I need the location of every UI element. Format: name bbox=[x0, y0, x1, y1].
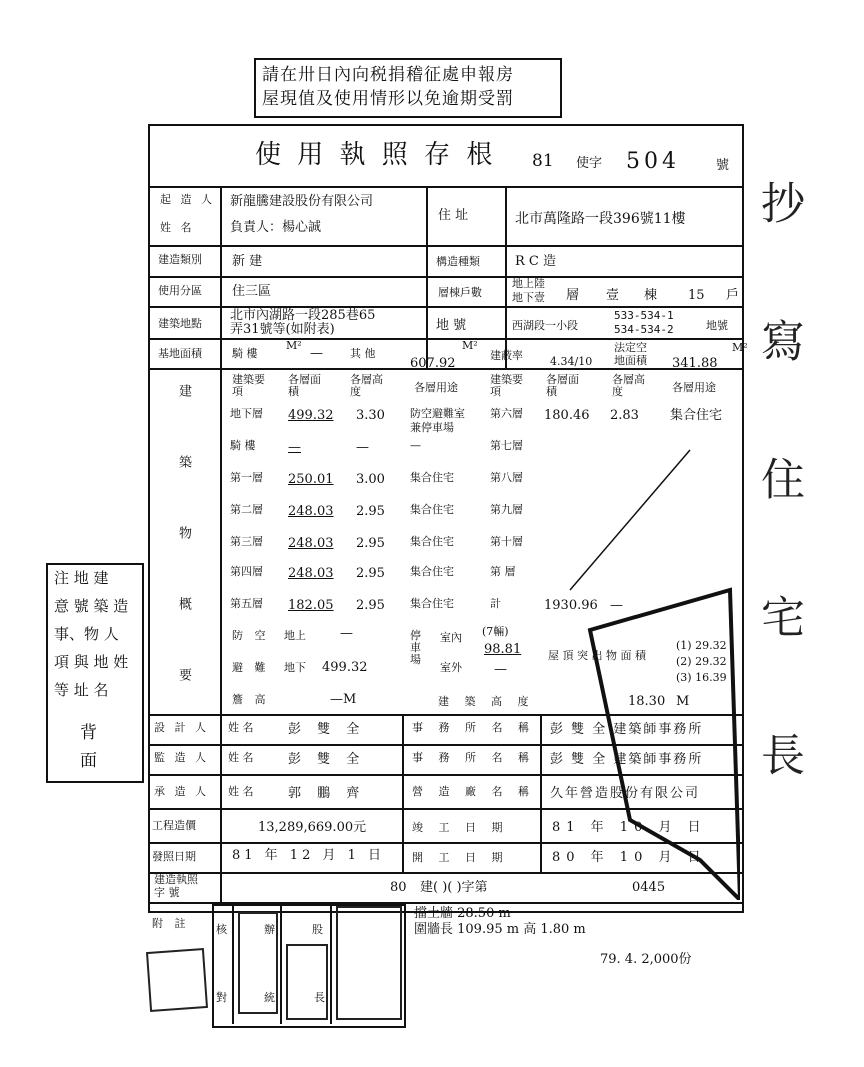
other-area-unit: M² bbox=[462, 339, 478, 352]
col-head-item-left: 建築要項 bbox=[232, 373, 265, 398]
floor-right-name: 計 bbox=[490, 597, 501, 610]
person-role: 承 造 人 bbox=[154, 785, 209, 798]
shelter-label-2: 避 難 bbox=[232, 661, 270, 674]
side-note-line-4: 項 與 地 姓 bbox=[54, 653, 129, 671]
floor-left-height: 3.30 bbox=[356, 408, 385, 423]
person-org: 久年營造股份有限公司 bbox=[550, 786, 701, 801]
retaining-wall-note: 擋土牆 28.50 m bbox=[414, 906, 511, 921]
lot-label: 地 號 bbox=[436, 318, 467, 333]
lot-suffix: 地號 bbox=[706, 319, 728, 332]
floor-left-height: — bbox=[356, 440, 369, 455]
permit-year: 81 bbox=[532, 151, 554, 171]
person-role: 監 造 人 bbox=[154, 751, 209, 764]
lot-number-2: 534-534-2 bbox=[614, 323, 674, 336]
owner-rep: 負責人：楊心誠 bbox=[230, 220, 322, 235]
coverage-ratio-value: 4.34/10 bbox=[550, 355, 593, 368]
seal-stamp-chief bbox=[336, 906, 402, 1020]
seal-stamp-check bbox=[238, 912, 278, 1014]
notice-line-2: 屋現值及使用情形以免逾期受罰 bbox=[262, 89, 514, 109]
floor-left-use1: 集合住宅 bbox=[410, 535, 454, 548]
person-name-label: 姓 名 bbox=[228, 785, 254, 798]
form-title: 使 用 執 照 存 根 bbox=[255, 140, 497, 170]
floor-left-area: 182.05 bbox=[288, 598, 334, 613]
arcade-area-label: 騎 樓 bbox=[232, 347, 258, 360]
side-note-line-1: 注 地 建 bbox=[54, 569, 109, 587]
parking-indoor-label: 室內 bbox=[440, 631, 462, 644]
floor-left-use1: — bbox=[410, 439, 421, 452]
other-area-label: 其 他 bbox=[350, 347, 376, 360]
floors-label: 層棟戶數 bbox=[438, 286, 482, 299]
floors-below: 地下壹 bbox=[512, 291, 545, 304]
location-line-1: 北市內湖路一段285巷65 bbox=[230, 308, 376, 323]
floor-left-use1: 集合住宅 bbox=[410, 597, 454, 610]
owner-company: 新龍騰建設股份有限公司 bbox=[230, 194, 374, 209]
floor-left-name: 騎 樓 bbox=[230, 439, 256, 452]
col-head-area-left: 各層面積 bbox=[288, 373, 321, 398]
permit-ref-label-2: 字 號 bbox=[154, 886, 180, 899]
approval-head: 長 bbox=[314, 991, 325, 1004]
person-org-label: 事 務 所 名 稱 bbox=[412, 751, 535, 764]
start-date: 80 年 10 月 日 bbox=[552, 850, 707, 865]
floor-right-height: — bbox=[610, 598, 623, 613]
floor-left-area: 248.03 bbox=[288, 504, 334, 519]
blocks-unit: 棟 bbox=[644, 288, 658, 303]
floor-left-height: 2.95 bbox=[356, 536, 385, 551]
floor-right-name: 第八層 bbox=[490, 471, 523, 484]
floor-left-name: 第二層 bbox=[230, 503, 263, 516]
right-handwriting: 抄 寫 住 宅 長 bbox=[753, 180, 804, 816]
col-head-use-right: 各層用途 bbox=[672, 381, 716, 394]
permit-ref-year: 80 bbox=[390, 880, 407, 895]
zone-label: 使用分區 bbox=[158, 284, 202, 297]
owner-label-a: 起 造 人 bbox=[160, 193, 215, 206]
floor-right-area: 1930.96 bbox=[544, 598, 598, 613]
floor-left-area: 250.01 bbox=[288, 472, 334, 487]
parking-label: 停車場 bbox=[410, 629, 421, 666]
floors-unit: 層 bbox=[566, 288, 580, 303]
person-org-label: 事 務 所 名 稱 bbox=[412, 721, 535, 734]
floor-right-area: 180.46 bbox=[544, 408, 590, 423]
building-height-label: 建 築 高 度 bbox=[438, 695, 535, 708]
side-note-line-6: 背 bbox=[80, 723, 97, 743]
legal-open-value: 341.88 bbox=[672, 356, 718, 371]
person-name: 彭 雙 全 bbox=[288, 722, 366, 737]
blocks-count: 壹 bbox=[606, 288, 620, 303]
zone-value: 住三區 bbox=[232, 284, 272, 299]
eave-height-value: —M bbox=[330, 692, 357, 707]
parking-indoor-value: 98.81 bbox=[484, 642, 522, 657]
side-note-box bbox=[46, 563, 144, 783]
location-label: 建築地點 bbox=[158, 317, 202, 330]
legal-open-label-2: 地面積 bbox=[614, 354, 647, 367]
col-head-height-right: 各層高度 bbox=[612, 373, 645, 398]
building-height-unit: M bbox=[676, 694, 690, 709]
approval-handle: 辦 bbox=[264, 923, 275, 936]
roof-area-1: (1) 29.32 bbox=[676, 639, 727, 652]
legal-open-unit: M² bbox=[732, 341, 748, 354]
floor-right-name: 第 層 bbox=[490, 565, 516, 578]
struct-label: 構造種類 bbox=[436, 255, 480, 268]
completion-date: 81 年 10 月 日 bbox=[552, 820, 707, 835]
parking-outdoor-value: — bbox=[494, 662, 507, 677]
arcade-area-value: — bbox=[310, 346, 323, 361]
location-line-2: 弄31號等(如附表) bbox=[230, 322, 335, 337]
cost-label: 工程造價 bbox=[152, 819, 196, 832]
permit-ref-number: 0445 bbox=[632, 880, 666, 895]
legal-open-label-1: 法定空 bbox=[614, 341, 647, 354]
floor-left-use2: 兼停車場 bbox=[410, 421, 454, 434]
shelter-label-1: 防 空 bbox=[232, 629, 270, 642]
roof-area-2: (2) 29.32 bbox=[676, 655, 727, 668]
floor-left-area: 248.03 bbox=[288, 566, 334, 581]
floor-right-name: 第七層 bbox=[490, 439, 523, 452]
shelter-above-label: 地上 bbox=[284, 629, 306, 642]
seal-stamp-section bbox=[286, 944, 328, 1020]
footer-print-info: 79. 4. 2,000份 bbox=[600, 952, 692, 967]
floor-right-name: 第九層 bbox=[490, 503, 523, 516]
shelter-below-value: 499.32 bbox=[322, 660, 368, 675]
cost-value: 13,289,669.00元 bbox=[258, 820, 367, 835]
floor-left-height: 2.95 bbox=[356, 566, 385, 581]
floor-right-height: 2.83 bbox=[610, 408, 639, 423]
shelter-below-label: 地下 bbox=[284, 661, 306, 674]
person-name-label: 姓 名 bbox=[228, 751, 254, 764]
issue-date-label: 發照日期 bbox=[152, 850, 196, 863]
col-head-item-right: 建築要項 bbox=[490, 373, 523, 398]
shelter-above-value: — bbox=[340, 626, 353, 641]
person-org: 彭 雙 全 建築師事務所 bbox=[550, 752, 704, 767]
person-role: 設 計 人 bbox=[154, 721, 209, 734]
floor-right-name: 第十層 bbox=[490, 535, 523, 548]
side-note-line-3: 事、物 人 bbox=[54, 625, 119, 643]
seal-stamp-left bbox=[146, 948, 208, 1012]
building-height-value: 18.30 bbox=[628, 694, 666, 709]
other-area-value: 607.92 bbox=[410, 356, 456, 371]
approval-stat: 統 bbox=[264, 991, 275, 1004]
parking-outdoor-label: 室外 bbox=[440, 661, 462, 674]
floor-left-area: 248.03 bbox=[288, 536, 334, 551]
floor-left-area: — bbox=[288, 440, 301, 455]
coverage-ratio-label: 建蔽率 bbox=[490, 349, 523, 362]
person-name-label: 姓 名 bbox=[228, 721, 254, 734]
owner-label-b: 姓 名 bbox=[160, 221, 195, 234]
households-unit: 戶 bbox=[726, 288, 740, 303]
side-note-line-7: 面 bbox=[80, 751, 97, 771]
floor-left-name: 第一層 bbox=[230, 471, 263, 484]
eave-height-label: 簷 高 bbox=[232, 693, 270, 706]
floor-left-height: 3.00 bbox=[356, 472, 385, 487]
approval-check: 核 bbox=[216, 923, 227, 936]
floor-left-area: 499.32 bbox=[288, 408, 334, 423]
building-overview-label: 建築物概要 bbox=[176, 384, 191, 739]
floor-right-name: 第六層 bbox=[490, 407, 523, 420]
remark-label: 附 註 bbox=[152, 917, 190, 930]
fence-note: 圍牆長 109.95 m 高 1.80 m bbox=[414, 922, 586, 937]
floor-left-use1: 防空避難室 bbox=[410, 407, 465, 420]
build-type-label: 建造類別 bbox=[158, 253, 202, 266]
permit-prefix: 使字 bbox=[576, 156, 603, 171]
floor-left-name: 第三層 bbox=[230, 535, 263, 548]
col-head-use-left: 各層用途 bbox=[414, 381, 458, 394]
col-head-height-left: 各層高度 bbox=[350, 373, 383, 398]
side-note-line-5: 等 址 名 bbox=[54, 681, 109, 699]
scan-artifacts bbox=[540, 440, 740, 900]
completion-date-label: 竣 工 日 期 bbox=[412, 821, 509, 834]
households-count: 15 bbox=[688, 288, 705, 303]
person-name: 彭 雙 全 bbox=[288, 752, 366, 767]
build-type: 新 建 bbox=[232, 254, 263, 269]
start-date-label: 開 工 日 期 bbox=[412, 851, 509, 864]
base-area-label: 基地面積 bbox=[158, 347, 202, 360]
permit-suffix: 號 bbox=[716, 158, 730, 173]
side-note-line-2: 意 號 築 造 bbox=[54, 597, 129, 615]
issue-date: 81 年 12 月 1 日 bbox=[232, 848, 386, 863]
floor-left-name: 第四層 bbox=[230, 565, 263, 578]
floor-left-use1: 集合住宅 bbox=[410, 471, 454, 484]
person-org: 彭 雙 全 建築師事務所 bbox=[550, 722, 704, 737]
col-head-area-right: 各層面積 bbox=[546, 373, 579, 398]
permit-ref-text: 建( )( )字第 bbox=[420, 880, 488, 895]
floor-left-use1: 集合住宅 bbox=[410, 503, 454, 516]
owner-addr-label: 住 址 bbox=[438, 208, 469, 223]
owner-address: 北市萬隆路一段396號11樓 bbox=[515, 211, 686, 227]
approval-section: 股 bbox=[312, 923, 323, 936]
arcade-area-unit: M² bbox=[286, 339, 302, 352]
approval-verify: 對 bbox=[216, 991, 227, 1004]
floors-above: 地上陸 bbox=[512, 277, 545, 290]
floor-left-height: 2.95 bbox=[356, 504, 385, 519]
lot-number-1: 533-534-1 bbox=[614, 309, 674, 322]
floor-left-name: 第五層 bbox=[230, 597, 263, 610]
lot-section: 西湖段一小段 bbox=[512, 319, 578, 332]
roof-area-3: (3) 16.39 bbox=[676, 671, 727, 684]
floor-left-name: 地下層 bbox=[230, 407, 263, 420]
parking-indoor-note: (7輛) bbox=[482, 625, 509, 638]
person-org-label: 營 造 廠 名 稱 bbox=[412, 785, 535, 798]
floor-right-use: 集合住宅 bbox=[670, 408, 723, 423]
permit-ref-label-1: 建造執照 bbox=[154, 873, 198, 886]
struct-type: R C 造 bbox=[515, 254, 556, 269]
floor-left-use1: 集合住宅 bbox=[410, 565, 454, 578]
permit-number: 504 bbox=[626, 149, 680, 174]
person-name: 郭 鵬 齊 bbox=[288, 786, 366, 801]
floor-left-height: 2.95 bbox=[356, 598, 385, 613]
notice-line-1: 請在卅日內向税捐稽征處申報房 bbox=[262, 65, 514, 85]
roof-structure-label: 屋 頂 突 出 物 面 積 bbox=[548, 649, 646, 662]
